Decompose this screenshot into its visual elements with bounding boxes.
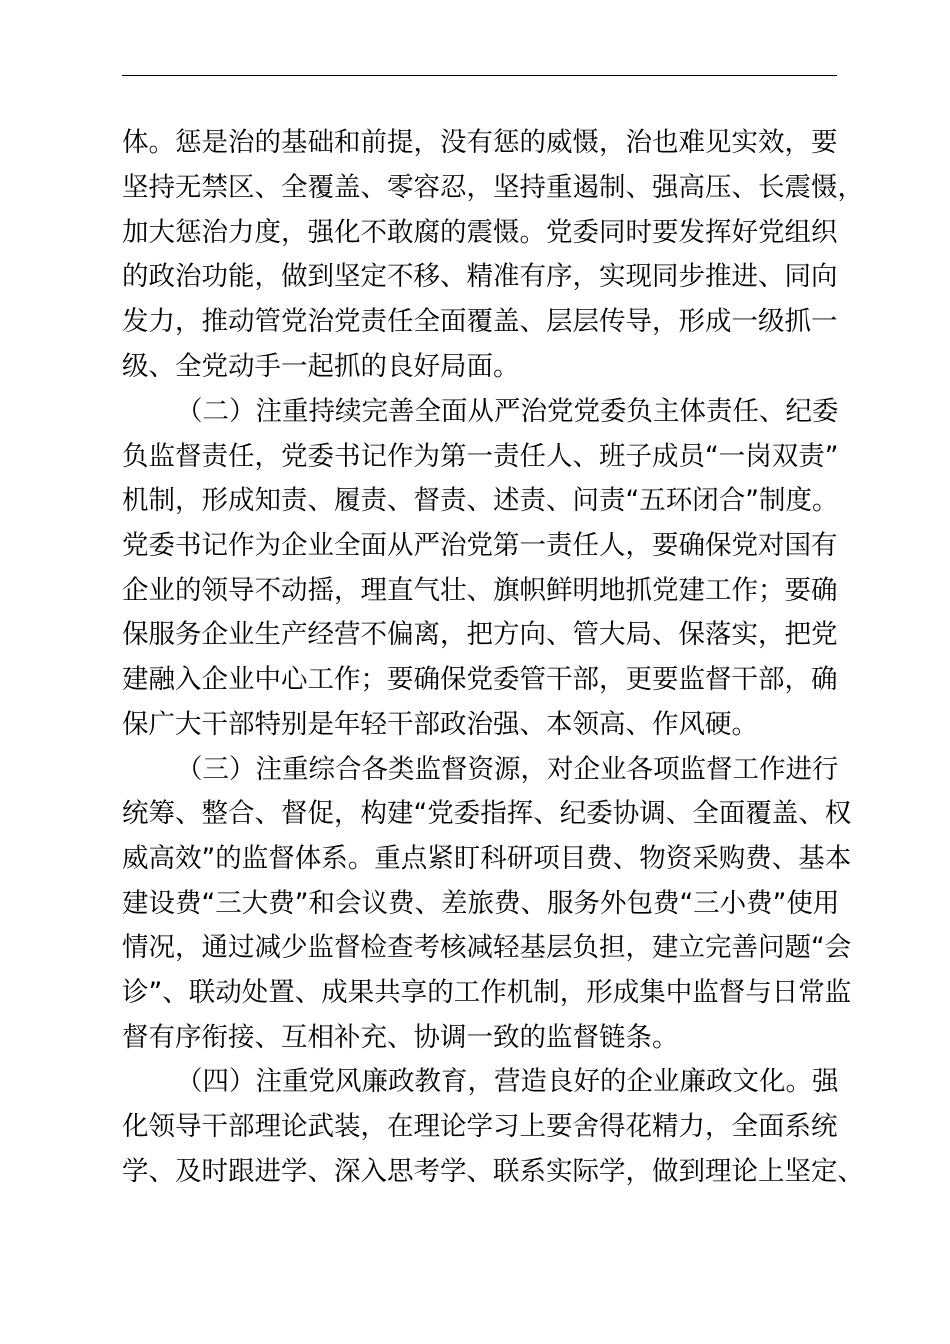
- header-rule: [122, 75, 837, 76]
- text-line: 加大惩治力度，强化不敢腐的震慑。党委同时要发挥好党组织: [122, 217, 838, 248]
- text-line: 建融入企业中心工作；要确保党委管干部，更要监督干部，确: [122, 664, 838, 695]
- text-line: 诊”、联动处置、成果共享的工作机制，形成集中监督与日常监: [122, 977, 852, 1008]
- text-line: 保服务企业生产经营不偏离，把方向、管大局、保落实，把党: [122, 619, 838, 650]
- text-line: 统筹、整合、督促，构建“党委指挥、纪委协调、全面覆盖、权: [122, 798, 852, 829]
- section-heading-2: （二）注重持续完善全面从严治党党委负主体责任、纪委: [176, 396, 839, 427]
- text-line: 坚持无禁区、全覆盖、零容忍，坚持重遏制、强高压、长震慑，: [122, 172, 864, 203]
- section-heading-3: （三）注重综合各类监督资源，对企业各项监督工作进行: [176, 754, 839, 785]
- text-line: 威高效”的监督体系。重点紧盯科研项目费、物资采购费、基本: [122, 843, 852, 874]
- text-line: 发力，推动管党治党责任全面覆盖、层层传导，形成一级抓一: [122, 306, 838, 337]
- text-line: 负监督责任，党委书记作为第一责任人、班子成员“一岗双责”: [122, 441, 839, 472]
- text-line: 建设费“三大费”和会议费、差旅费、服务外包费“三小费”使用: [122, 888, 840, 919]
- section-heading-4: （四）注重党风廉政教育，营造良好的企业廉政文化。强: [176, 1066, 839, 1097]
- text-line: 的政治功能，做到坚定不移、精准有序，实现同步推进、同向: [122, 261, 838, 292]
- text-line: 体。惩是治的基础和前提，没有惩的威慑，治也难见实效，要: [122, 127, 838, 158]
- text-line: 企业的领导不动摇，理直气壮、旗帜鲜明地抓党建工作；要确: [122, 575, 838, 606]
- text-line: 党委书记作为企业全面从严治党第一责任人，要确保党对国有: [122, 530, 838, 561]
- text-line: 保广大干部特别是年轻干部政治强、本领高、作风硬。: [122, 709, 758, 740]
- text-line: 督有序衔接、互相补充、协调一致的监督链条。: [122, 1022, 679, 1053]
- text-line: 学、及时跟进学、深入思考学、联系实际学，做到理论上坚定、: [122, 1156, 864, 1187]
- text-line: 化领导干部理论武装，在理论学习上要舍得花精力，全面系统: [122, 1111, 838, 1142]
- text-line: 情况，通过减少监督检查考核减轻基层负担，建立完善问题“会: [122, 932, 852, 963]
- text-line: 机制，形成知责、履责、督责、述责、问责“五环闭合”制度。: [122, 485, 839, 516]
- text-line: 级、全党动手一起抓的良好局面。: [122, 351, 520, 382]
